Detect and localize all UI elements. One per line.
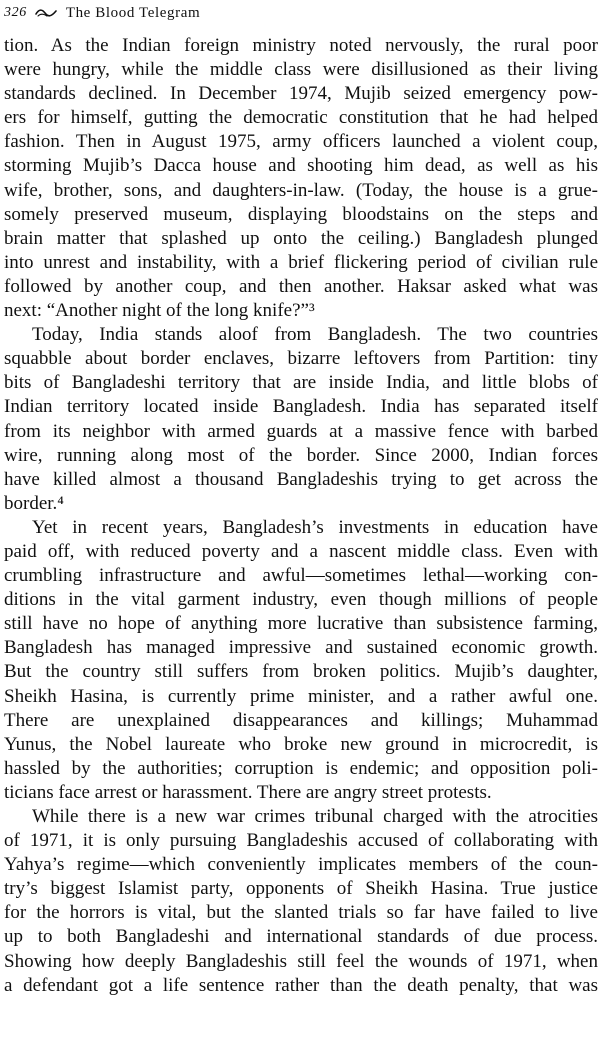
text-line: paid off, with reduced poverty and a nascent middle class. Even with <box>4 540 598 562</box>
text-line: were hungry, while the middle class were disillusioned as their living <box>4 59 598 81</box>
text-line: border.⁴ <box>4 492 64 514</box>
text-line: Yunus, the Nobel laureate who broke new ground in microcredit, is <box>4 733 598 755</box>
text-line: a defendant got a life sentence rather than the death penalty, that was <box>4 974 598 996</box>
text-line: Sheikh Hasina, is currently prime minister, and a rather awful one. <box>4 685 598 707</box>
text-line: Indian territory located inside Bangladesh. India has separated itself <box>4 396 598 418</box>
body-text <box>4 34 598 998</box>
text-line: fashion. Then in August 1975, army officers launched a violent coup, <box>4 131 598 153</box>
text-line: standards declined. In December 1974, Mujib seized emergency pow- <box>4 83 598 105</box>
text-line: up to both Bangladeshi and international standards of due process. <box>4 926 598 948</box>
text-line: crumbling infrastructure and awful—sometimes lethal—working con- <box>4 565 598 587</box>
text-line: There are unexplained disappearances and killings; Muhammad <box>4 709 598 731</box>
text-line: Bangladesh has managed impressive and sustained economic growth. <box>4 637 598 659</box>
swash-ornament-icon <box>35 8 57 18</box>
text-line: ers for himself, gutting the democratic constitution that he had helped <box>4 107 598 129</box>
text-line: still have no hope of anything more lucrative than subsistence farming, <box>4 613 598 635</box>
text-line: tion. As the Indian foreign ministry noted nervously, the rural poor <box>4 35 598 56</box>
paragraph <box>4 34 598 323</box>
running-head <box>4 2 200 24</box>
text-line: ditions in the vital garment industry, even though millions of people <box>4 589 598 611</box>
text-line: of 1971, it is only pursuing Bangladeshis accused of collaborating with <box>4 830 598 852</box>
text-line: followed by another coup, and then another. Haksar asked what was <box>4 275 598 297</box>
book-title: The Blood Telegram <box>65 4 201 21</box>
text-line: But the country still suffers from broken politics. Mujib’s daughter, <box>4 661 598 683</box>
text-line: have killed almost a thousand Bangladeshis trying to get across the <box>4 468 598 490</box>
text-line: squabble about border enclaves, bizarre leftovers from Partition: tiny <box>4 348 598 370</box>
text-line: try’s biggest Islamist party, opponents of Sheikh Hasina. True justice <box>4 878 598 900</box>
paragraph <box>4 516 598 805</box>
text-line: Yet in recent years, Bangladesh’s investments in education have <box>32 516 598 538</box>
text-line: Yahya’s regime—which conveniently implicates members of the coun- <box>4 854 598 876</box>
text-line: wire, running along most of the border. Since 2000, Indian forces <box>4 444 598 466</box>
text-line: storming Mujib’s Dacca house and shooting him dead, as well as his <box>4 155 598 177</box>
text-line: brain matter that splashed up onto the ceiling.) Bangladesh plunged <box>4 227 598 249</box>
text-line: While there is a new war crimes tribunal charged with the atrocities <box>32 806 598 827</box>
text-line: from its neighbor with armed guards at a massive fence with barbed <box>4 420 598 442</box>
text-line: into unrest and instability, with a brief flickering period of civilian rule <box>4 251 598 273</box>
text-line: next: “Another night of the long knife?”³ <box>4 300 315 322</box>
text-line: ticians face arrest or harassment. There are angry street protests. <box>4 781 492 803</box>
text-line: Today, India stands aloof from Bangladesh. The two countries <box>32 324 598 346</box>
text-line: bits of Bangladeshi territory that are inside India, and little blobs of <box>4 372 598 394</box>
page-number: 326 <box>4 5 27 20</box>
paragraph <box>4 323 598 516</box>
paragraph <box>4 805 598 998</box>
text-line: hassled by the authorities; corruption is endemic; and opposition poli- <box>4 757 598 779</box>
text-line: for the horrors is vital, but the slanted trials so far have failed to live <box>4 902 598 924</box>
text-line: wife, brother, sons, and daughters-in-law. (Today, the house is a grue- <box>4 179 598 201</box>
text-line: somely preserved museum, displaying bloodstains on the steps and <box>4 203 598 225</box>
text-line: Showing how deeply Bangladeshis still feel the wounds of 1971, when <box>4 950 598 972</box>
